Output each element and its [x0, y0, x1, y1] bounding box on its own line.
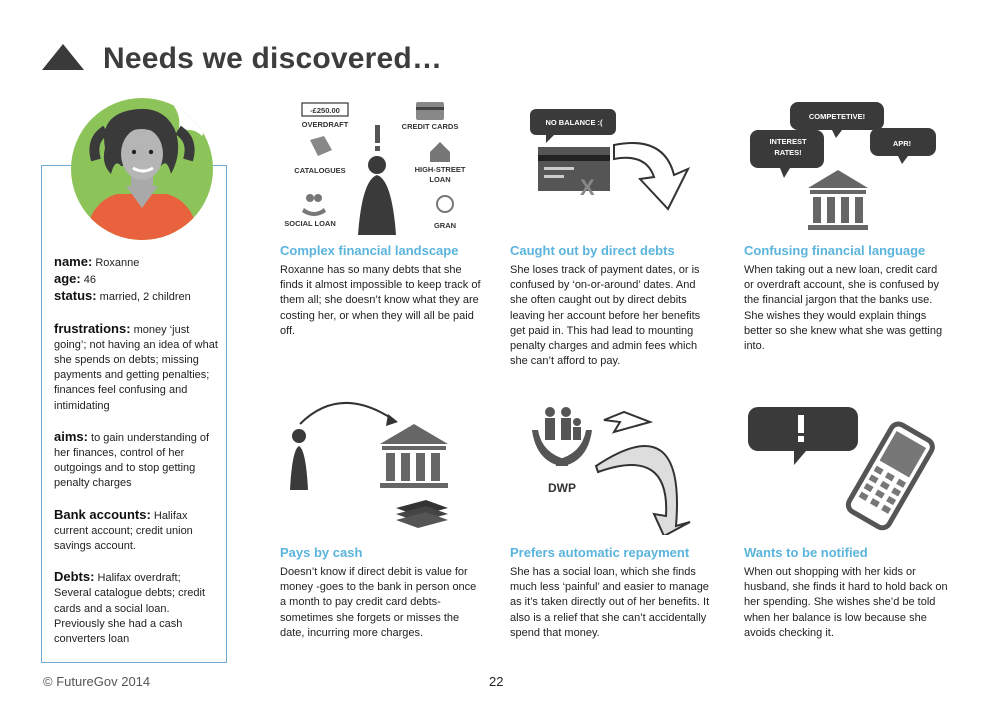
title-triangle-icon: [42, 44, 84, 70]
bank-jargon-icon: [748, 100, 948, 240]
high-street-label-1: HIGH-STREET: [414, 165, 466, 174]
competetive-label: COMPETETIVE!: [808, 112, 866, 121]
bank-accounts-label: Bank accounts:: [54, 506, 151, 522]
debts-value: Halifax overdraft; Several catalogue debts; credit cards and a social loan. Previously she had a cash converters loan: [54, 572, 206, 646]
overdraft-label: OVERDRAFT: [301, 120, 349, 129]
interest-label-1: INTEREST: [769, 137, 807, 146]
debts-label: Debts:: [54, 569, 95, 585]
debts-landscape-icon: [280, 100, 480, 240]
social-loan-label: SOCIAL LOAN: [284, 219, 336, 228]
high-street-label-2: LOAN: [429, 175, 451, 184]
footer-copyright: © FutureGov 2014: [43, 674, 151, 689]
interest-label-2: RATES!: [774, 148, 802, 157]
card-body-pays-by-cash: Doesn’t know if direct debit is value for money -goes to the bank in person once a month to pay credit card debts- sometimes she forgets or misses the date, incurring more charges.: [280, 566, 477, 639]
age-value: 46: [80, 274, 97, 287]
page-number: 22: [489, 674, 504, 689]
persona-details: [54, 254, 220, 662]
credit-cards-label: CREDIT CARDS: [401, 122, 459, 131]
card-body-notified: When out shopping with her kids or husband, she finds it hard to hold back on her spending. She wishes she’d be told when her balance is low because she avoids checking it.: [744, 566, 948, 639]
page-title: Needs we discovered…: [103, 42, 443, 75]
dwp-label: DWP: [548, 481, 576, 495]
no-balance-label: NO BALANCE :(: [545, 118, 603, 127]
aims-label: aims:: [54, 428, 88, 444]
apr-label: APR!: [892, 139, 912, 148]
phone-notification-icon: [748, 403, 948, 543]
card-body-caught-out: She loses track of payment dates, or is confused by ‘on-or-around’ dates. And she often caught out by direct debits leaving her account before her benefits get paid in. This had lead to mounting penalty charges and admin fees which she can’t afford to pay.: [510, 264, 701, 368]
card-title-automatic-repayment: Prefers automatic repayment: [510, 545, 690, 560]
pays-by-cash-icon: [280, 400, 480, 540]
name-value: Roxanne: [92, 257, 140, 269]
gran-label: GRAN: [433, 221, 457, 230]
overdraft-amount: -£250.00: [310, 106, 340, 115]
bank-accounts-value: Halifax current account; credit union savings account.: [54, 509, 193, 553]
persona-avatar: [71, 98, 213, 240]
frustrations-value: money ‘just going’; not having an idea of what she spends on debts; missing payments and getting penalties; finances feel confusing and intimidating: [54, 323, 218, 412]
age-label: age:: [54, 271, 81, 287]
card-title-confusing-language: Confusing financial language: [744, 243, 926, 258]
catalogues-label: CATALOGUES: [294, 166, 346, 175]
aims-value: to gain understanding of her finances, control of her outgoings and to stop getting penalty charges: [54, 431, 210, 490]
name-label: name:: [54, 254, 93, 269]
frustrations-label: frustrations:: [54, 320, 131, 336]
card-body-automatic-repayment: She has a social loan, which she finds much less ‘painful’ and easier to manage as it’s taken directly out of her benefits. It also is a relief that she can’t accidentally spend that money.: [510, 566, 710, 639]
svg-text:X: X: [580, 175, 595, 200]
status-value: married, 2 children: [96, 291, 191, 304]
status-label: status:: [54, 288, 97, 304]
card-body-confusing-language: When taking out a new loan, credit card or overdraft account, she is confused by the financial jargon that the banks use. She wishes they would explain things better so she knew what she was getting into.: [744, 264, 943, 353]
card-title-pays-by-cash: Pays by cash: [280, 545, 363, 560]
automatic-repayment-icon: [530, 400, 700, 540]
direct-debit-icon: [530, 105, 700, 220]
card-body-complex-landscape: Roxanne has so many debts that she finds it almost impossible to keep track of them all; she doesn’t know what they are costing her, or when they will all be paid off.: [280, 264, 481, 337]
card-title-complex-landscape: Complex financial landscape: [280, 243, 459, 258]
card-title-caught-out: Caught out by direct debts: [510, 243, 675, 258]
card-title-notified: Wants to be notified: [744, 545, 868, 560]
